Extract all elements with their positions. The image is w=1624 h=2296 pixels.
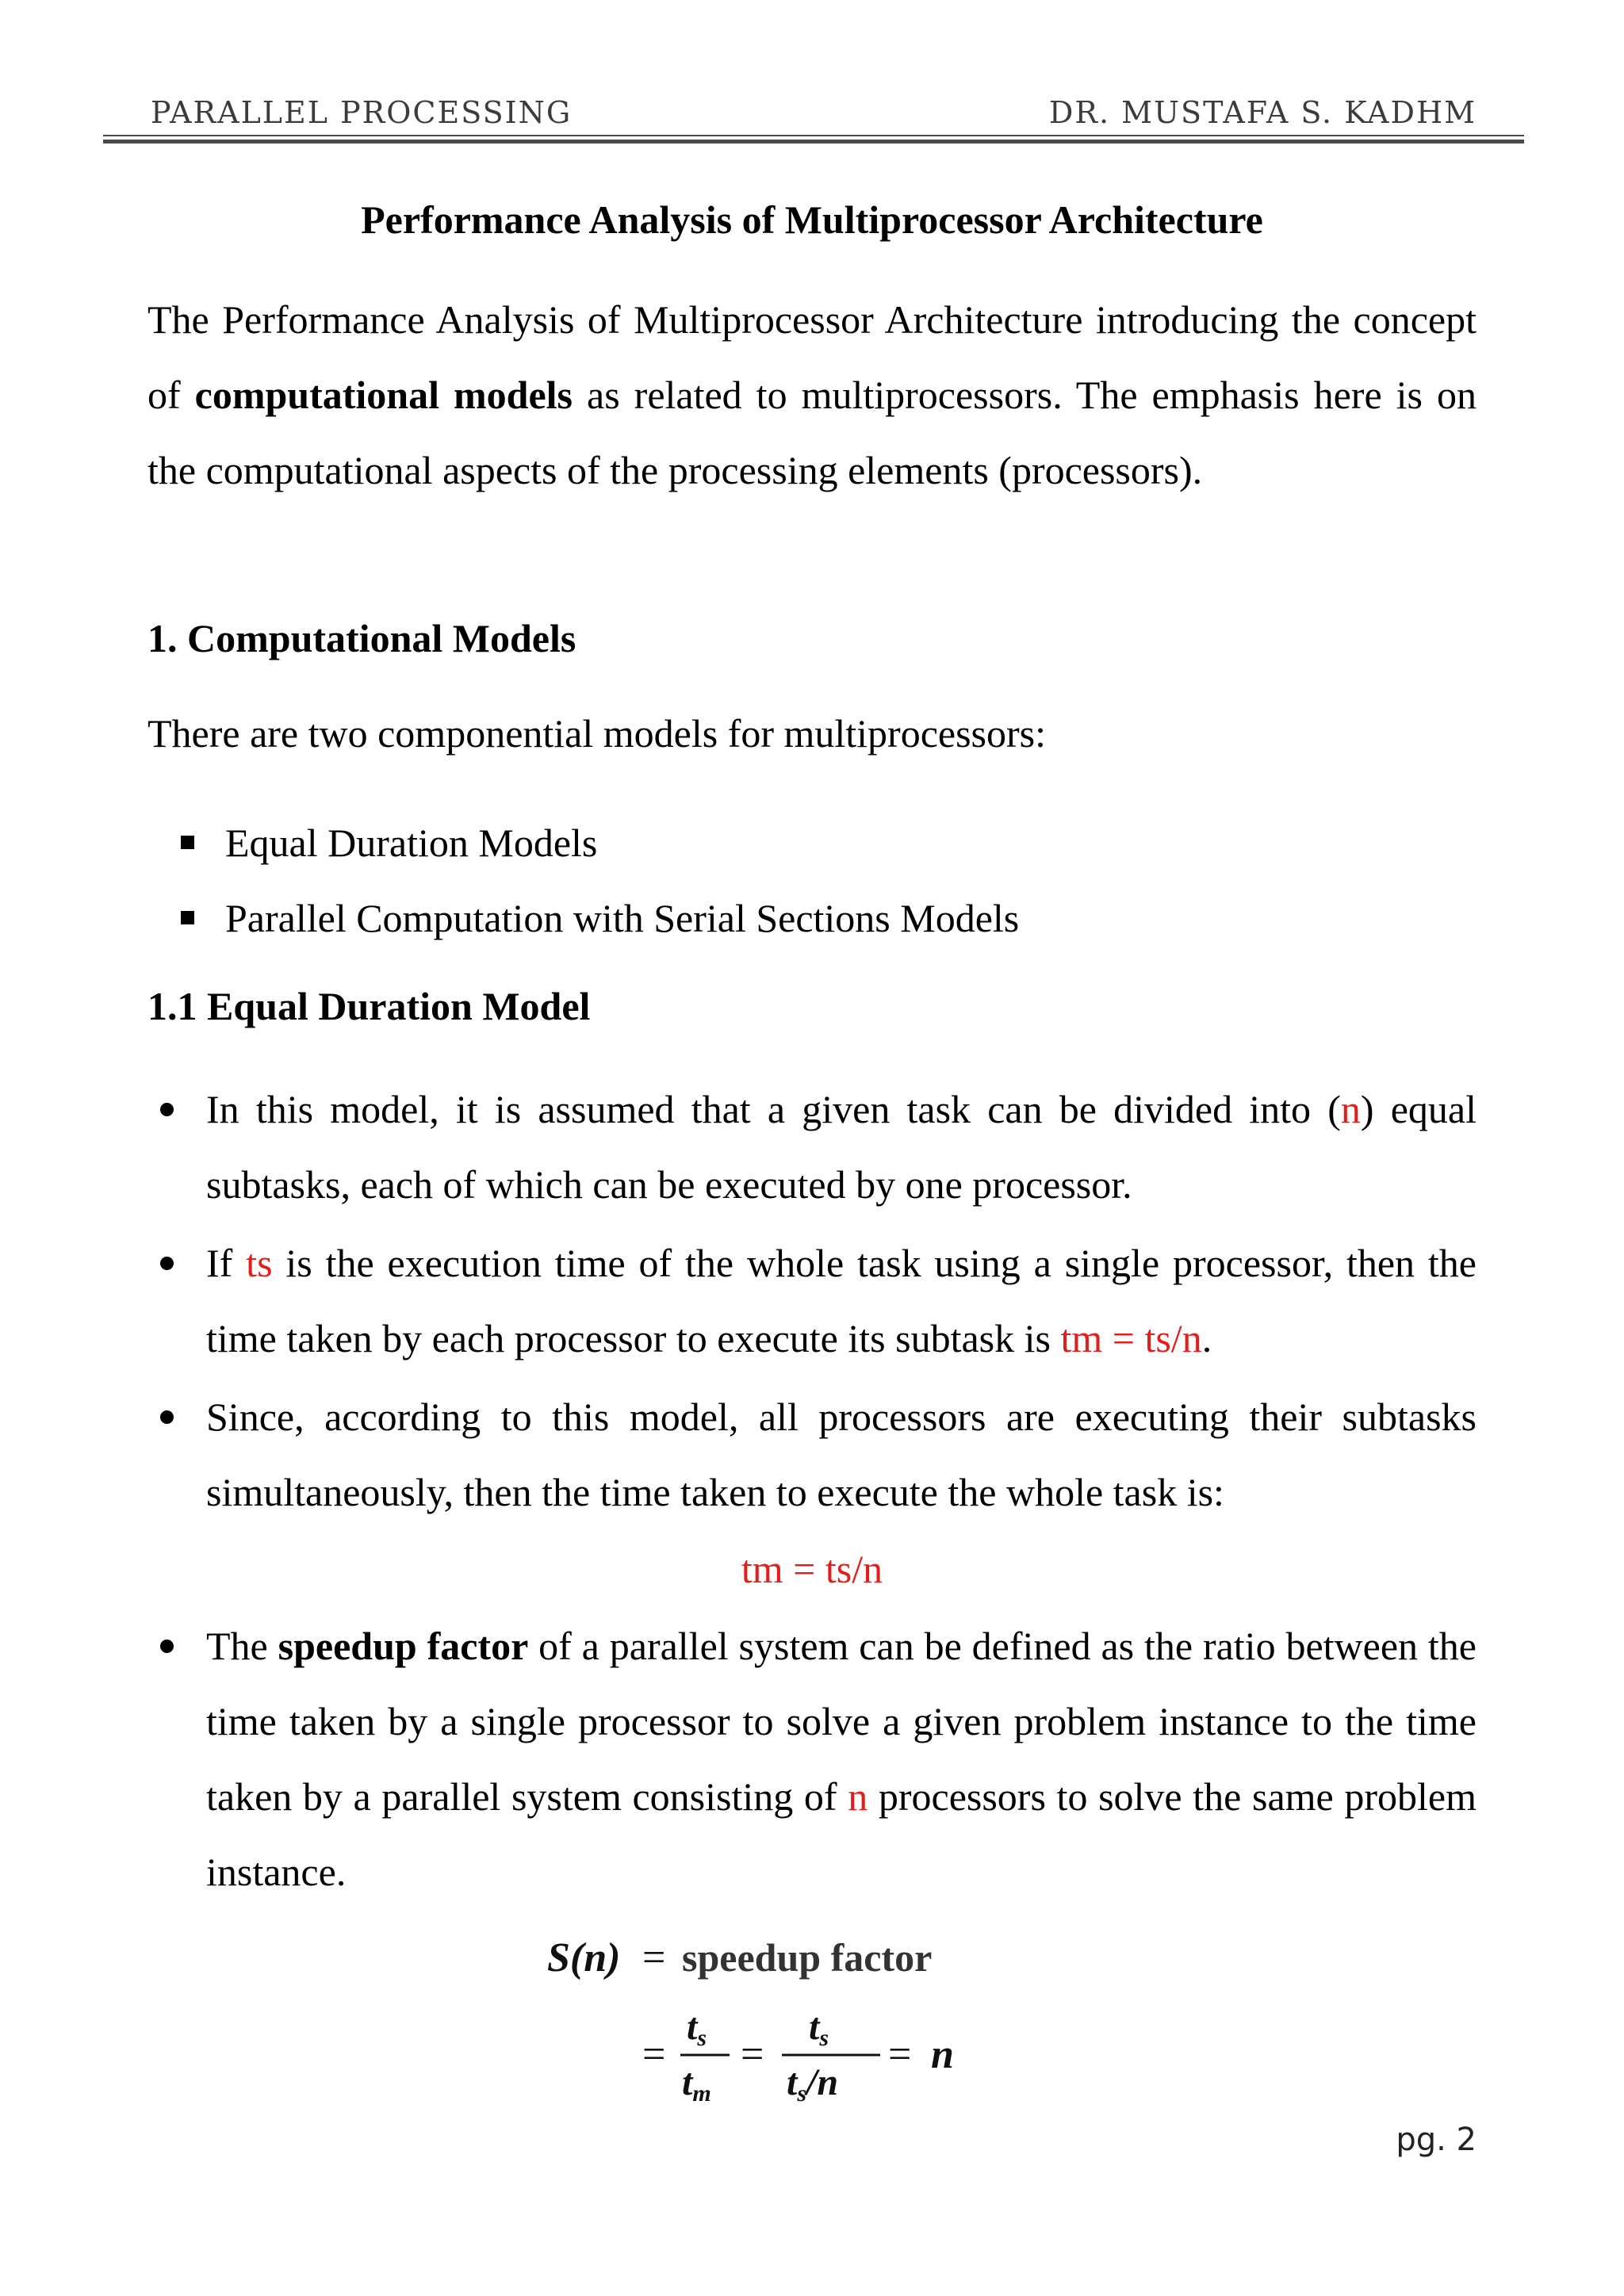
models-list — [147, 806, 1477, 956]
inline-formula: tm = ts/n — [1060, 1316, 1202, 1360]
round-bullet-icon — [160, 1410, 174, 1424]
bold-term: speedup factor — [278, 1624, 529, 1668]
round-bullet-icon — [160, 1640, 174, 1653]
centered-formula: tm = ts/n — [741, 1547, 883, 1591]
bullet-item — [147, 1072, 1477, 1223]
frac1-num — [687, 2006, 707, 2051]
bullet-text: If — [206, 1241, 247, 1285]
frac2-den-rest: /n — [806, 2061, 839, 2103]
variable-ts: ts — [246, 1241, 273, 1285]
eq-lhs: S(n) — [547, 1935, 621, 1980]
section-1-1-heading: 1.1 Equal Duration Model — [147, 984, 591, 1028]
variable-n: n — [1340, 1087, 1361, 1131]
frac2-den — [787, 2061, 838, 2107]
bullet-text: processors to solve the same problem instance. — [206, 1774, 1477, 1894]
bullet-text: ) equal subtasks, each of which can be executed by one processor. — [206, 1087, 1477, 1207]
bullet-text: . — [1201, 1316, 1212, 1360]
bullet-text: is the execution time of the whole task using a single processor, then the time taken by each processor to execute its subtask is — [206, 1241, 1477, 1360]
header-rule-thick — [103, 140, 1524, 144]
frac1-den-sub: m — [692, 2080, 711, 2107]
list-item-label: Parallel Computation with Serial Sections Models — [225, 896, 1020, 940]
round-bullet-icon — [160, 1103, 174, 1116]
bullet-text: Since, according to this model, all processors are executing their subtasks simultaneously, then the time taken to execute the whole task is: — [206, 1395, 1477, 1514]
bullet-text: of a parallel system can be defined as the ratio between the time taken by a single processor to solve a given problem instance to the time taken by a parallel system consisting of — [206, 1624, 1477, 1819]
page-number: pg. 2 — [1396, 2122, 1477, 2158]
frac2-den-base: t — [787, 2061, 798, 2103]
round-bullet-icon — [160, 1257, 174, 1270]
bullet-text: In this model, it is assumed that a given task can be divided into ( — [206, 1087, 1341, 1131]
running-header-left: PARALLEL PROCESSING — [151, 95, 573, 130]
header-rule-thin — [103, 135, 1524, 136]
eq-equals-4: = — [888, 2032, 912, 2077]
frac1-den-base: t — [682, 2061, 693, 2103]
bullet-item — [147, 1609, 1477, 1910]
eq-equals-3: = — [741, 2032, 764, 2077]
intro-text-1: The Performance Analysis of Multiprocessor Architecture introducing the concept of — [147, 297, 1477, 417]
bullet-text: The — [206, 1624, 278, 1668]
page-title: Performance Analysis of Multiprocessor Architecture — [361, 197, 1263, 242]
intro-paragraph — [147, 282, 1477, 508]
eq-equals-2: = — [642, 2032, 666, 2077]
intro-text-2: as related to multiprocessors. The emphasis here is on the computational aspects of the processing elements (processors). — [147, 373, 1477, 492]
section-1-intro: There are two componential models for multiprocessors: — [147, 711, 1047, 756]
list-item — [147, 806, 1477, 881]
frac2-den-sub: s — [797, 2080, 807, 2107]
list-item — [147, 881, 1477, 956]
speedup-equation — [539, 1919, 1015, 2109]
running-header-right: DR. MUSTAFA S. KADHM — [1048, 95, 1477, 130]
section-1-heading: 1. Computational Models — [147, 616, 576, 660]
list-item-label: Equal Duration Models — [225, 821, 598, 865]
frac2-num-base: t — [809, 2006, 820, 2048]
intro-bold-term: computational models — [194, 373, 573, 417]
eq-equals-1: = — [642, 1935, 666, 1980]
frac2-num-sub: s — [819, 2025, 829, 2051]
frac1-num-sub: s — [697, 2025, 707, 2051]
square-bullet-icon — [181, 836, 194, 849]
square-bullet-icon — [181, 911, 194, 924]
variable-n: n — [848, 1774, 868, 1819]
eq-rhs: n — [931, 2032, 954, 2077]
bullet-item — [147, 1380, 1477, 1530]
frac2-num — [809, 2006, 829, 2051]
bullet-item — [147, 1226, 1477, 1376]
frac1-den — [682, 2061, 711, 2107]
eq-label: speedup factor — [682, 1935, 933, 1980]
frac1-num-base: t — [687, 2006, 698, 2048]
